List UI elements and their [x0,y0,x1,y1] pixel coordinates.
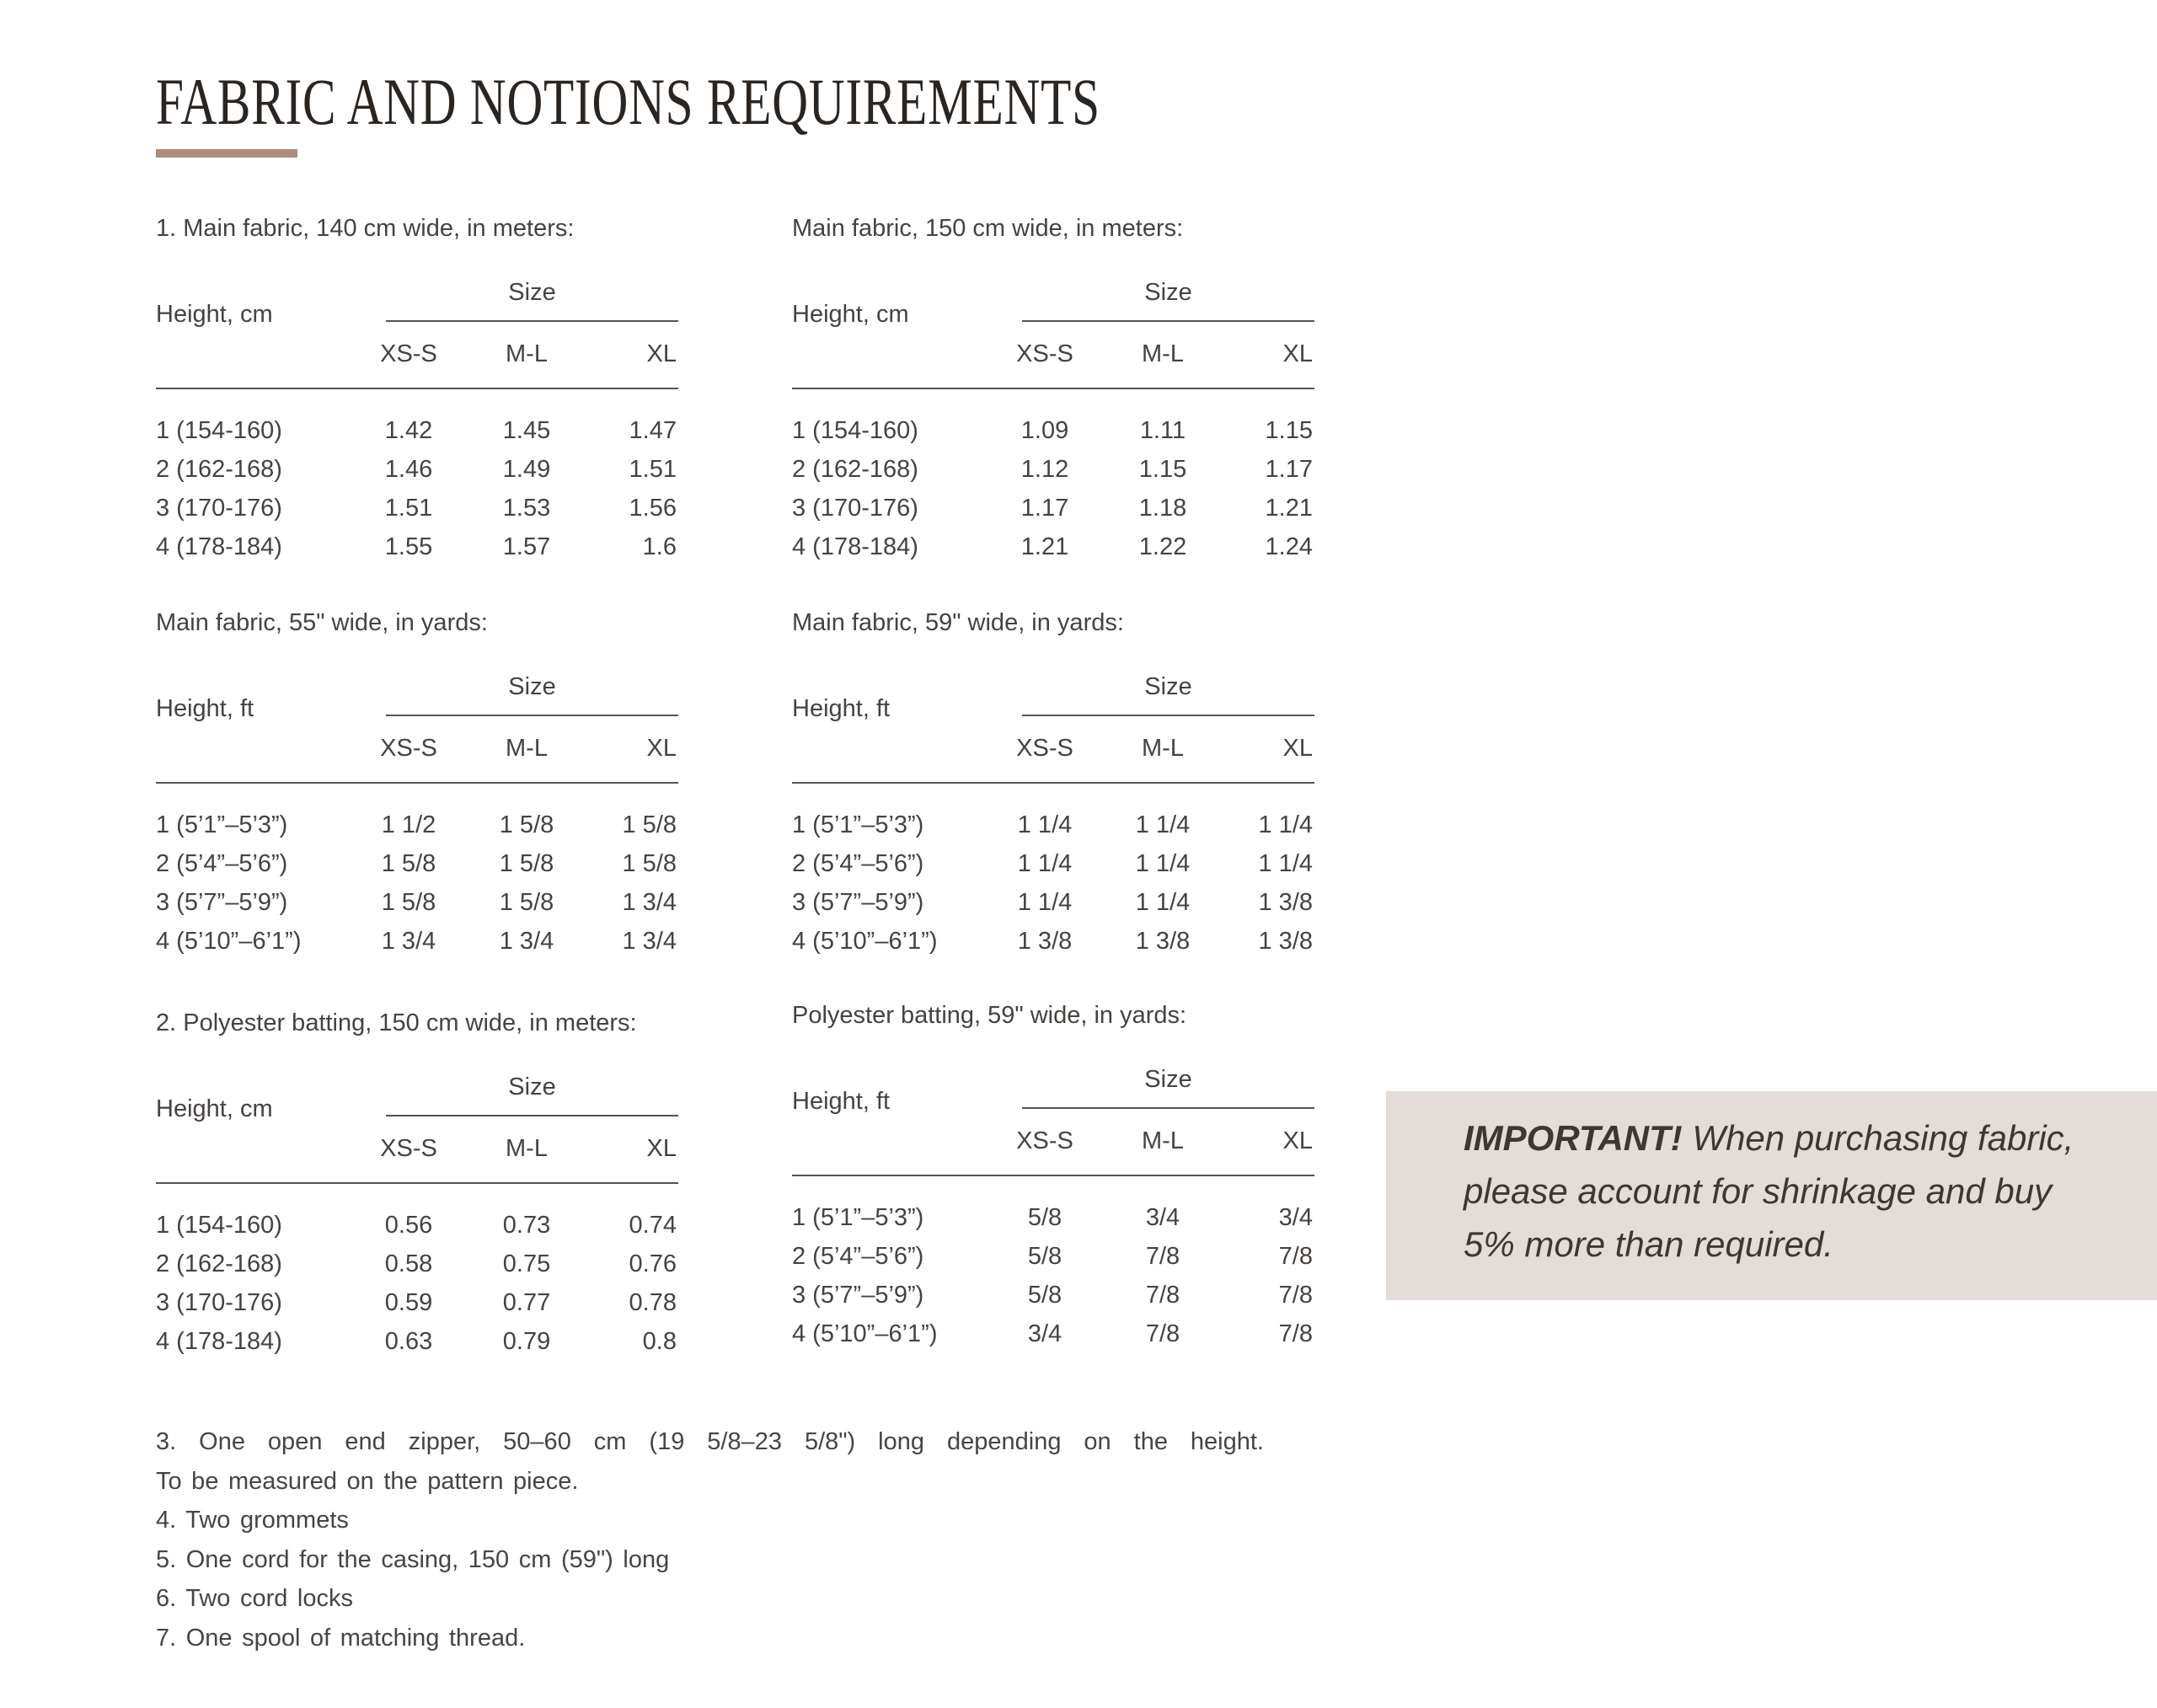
cell-xss: 1.55 [384,533,433,560]
column-headers [156,340,678,368]
notions-item-cord: 5. One cord for the casing, 150 cm (59") long [156,1545,670,1573]
column-header-xss: XS-S [380,340,437,367]
row-height-label: 3 (170-176) [792,495,918,522]
table-main-fabric-140cm-meters [156,212,678,570]
cell-ml: 1 5/8 [499,811,554,838]
table-row [792,1237,1314,1276]
cell-ml: 0.79 [502,1328,551,1355]
column-headers [156,1135,678,1163]
row-height-label: 3 (170-176) [156,495,282,522]
table-row [156,922,678,961]
row-height-label: 4 (178-184) [156,533,282,560]
table-row [792,527,1314,566]
cell-ml: 1 1/4 [1135,811,1191,838]
table-row [792,806,1314,844]
cell-xss: 0.63 [384,1328,433,1355]
row-height-label: 3 (5’7”–5’9”) [792,1282,924,1309]
cell-ml: 1 1/4 [1135,889,1191,916]
cell-xl: 1.24 [1265,533,1313,560]
cell-xss: 1.12 [1020,456,1069,483]
table-row [156,411,678,450]
size-rule [386,715,678,716]
table-main-fabric-150cm-meters [792,212,1314,570]
table-caption: Main fabric, 55" wide, in yards: [156,609,488,636]
table-body [156,1206,678,1361]
cell-xss: 0.56 [384,1212,433,1239]
cell-xl: 1.56 [629,495,677,522]
row-height-label: 3 (5’7”–5’9”) [792,889,924,916]
cell-xss: 1 5/8 [381,889,436,916]
table-row [792,450,1314,489]
height-header: Height, cm [792,301,909,328]
cell-xl: 1.15 [1265,417,1313,444]
cell-xl: 1.51 [629,456,677,483]
table-row [156,527,678,566]
notions-item-zipper-line1: 3. One open end zipper, 50–60 cm (19 5/8–23 5/8") long depending on the height. [156,1428,1264,1455]
cell-xss: 1.46 [384,456,433,483]
cell-xss: 1.09 [1020,417,1069,444]
row-height-label: 2 (162-168) [156,1250,282,1277]
header-rule [792,388,1314,389]
cell-xl: 0.78 [629,1289,677,1316]
size-header: Size [508,279,556,306]
cell-xl: 0.74 [629,1212,677,1239]
cell-ml: 1.49 [502,456,551,483]
cell-xss: 1 3/8 [1017,928,1073,955]
column-headers [792,1127,1314,1155]
cell-xss: 1 5/8 [381,850,436,877]
table-row [156,450,678,489]
cell-ml: 7/8 [1145,1320,1180,1347]
column-header-xl: XL [646,1135,677,1162]
cell-ml: 1 5/8 [499,850,554,877]
row-height-label: 4 (178-184) [156,1328,282,1355]
size-rule [386,1115,678,1116]
cell-ml: 0.75 [502,1250,551,1277]
size-header: Size [1144,1066,1192,1093]
notions-item-thread: 7. One spool of matching thread. [156,1624,526,1652]
cell-xss: 1.21 [1020,533,1069,560]
row-height-label: 3 (170-176) [156,1289,282,1316]
size-header: Size [1144,673,1192,700]
cell-ml: 1.57 [502,533,551,560]
column-header-xl: XL [1282,340,1313,367]
table-caption: Main fabric, 150 cm wide, in meters: [792,215,1184,242]
column-header-xl: XL [1282,735,1313,762]
cell-ml: 7/8 [1145,1243,1180,1270]
size-rule [1022,1107,1314,1109]
cell-ml: 0.77 [502,1289,551,1316]
table-body [792,1198,1314,1353]
cell-xss: 0.59 [384,1289,433,1316]
page-title: FABRIC AND NOTIONS REQUIREMENTS [156,65,1100,138]
row-height-label: 1 (5’1”–5’3”) [156,811,288,838]
header-rule [156,782,678,784]
table-caption: Polyester batting, 59" wide, in yards: [792,1002,1187,1029]
table-row [792,1314,1314,1353]
cell-xl: 7/8 [1278,1282,1313,1309]
column-header-ml: M-L [506,1135,548,1162]
column-header-ml: M-L [506,735,548,762]
row-height-label: 4 (178-184) [792,533,918,560]
table-batting-59in-yards [792,999,1314,1357]
cell-ml: 0.73 [502,1212,551,1239]
row-height-label: 1 (154-160) [156,417,282,444]
column-headers [792,735,1314,763]
table-row [792,411,1314,450]
note-text: When purchasing fabric, [1682,1118,2074,1158]
cell-xss: 1 1/2 [381,811,436,838]
column-header-xss: XS-S [1016,340,1073,367]
table-row [792,489,1314,527]
row-height-label: 1 (154-160) [156,1212,282,1239]
height-header: Height, ft [792,695,891,722]
cell-xl: 1 5/8 [622,811,677,838]
cell-xl: 3/4 [1278,1204,1313,1231]
cell-ml: 1.53 [502,495,551,522]
table-row [156,1322,678,1361]
cell-xss: 5/8 [1027,1282,1062,1309]
column-header-ml: M-L [506,340,548,367]
row-height-label: 4 (5’10”–6’1”) [156,928,302,955]
cell-ml: 1.11 [1139,417,1186,444]
column-header-ml: M-L [1142,340,1184,367]
cell-ml: 1 3/4 [499,928,554,955]
height-header: Height, cm [156,301,273,328]
table-body [792,411,1314,566]
cell-xl: 7/8 [1278,1320,1313,1347]
size-rule [1022,320,1314,322]
table-row [156,1245,678,1283]
table-body [156,411,678,566]
size-rule [1022,715,1314,716]
cell-xl: 7/8 [1278,1243,1313,1270]
table-row [792,883,1314,922]
cell-xl: 1.47 [629,417,677,444]
cell-xl: 1 3/8 [1258,928,1313,955]
row-height-label: 4 (5’10”–6’1”) [792,928,938,955]
height-header: Height, ft [156,695,254,722]
row-height-label: 2 (162-168) [792,456,918,483]
note-line: please account for shrinkage and buy [1464,1171,2053,1211]
note-line: 5% more than required. [1464,1224,1833,1264]
row-height-label: 1 (5’1”–5’3”) [792,811,924,838]
header-rule [156,388,678,389]
table-main-fabric-55in-yards [156,607,678,964]
header-rule [792,782,1314,784]
cell-xss: 3/4 [1027,1320,1062,1347]
table-body [156,806,678,961]
column-header-ml: M-L [1142,735,1184,762]
table-row [792,844,1314,883]
cell-xl: 1.6 [642,533,677,560]
header-rule [156,1182,678,1184]
cell-xl: 1.17 [1265,456,1313,483]
cell-ml: 1.18 [1138,495,1187,522]
column-header-xss: XS-S [1016,1127,1073,1154]
table-row [792,1276,1314,1314]
table-row [792,1198,1314,1237]
cell-xss: 1 1/4 [1017,811,1073,838]
size-header: Size [508,673,556,700]
column-header-xss: XS-S [380,735,437,762]
cell-xss: 1.51 [384,495,433,522]
table-caption: Main fabric, 59" wide, in yards: [792,609,1124,636]
cell-ml: 1 3/8 [1135,928,1191,955]
height-header: Height, cm [156,1095,273,1122]
size-header: Size [1144,279,1192,306]
column-header-xl: XL [646,735,677,762]
notions-list [156,1422,1264,1657]
cell-xss: 1 1/4 [1017,850,1073,877]
cell-xss: 1.42 [384,417,433,444]
cell-ml: 1.22 [1138,533,1187,560]
cell-xss: 5/8 [1027,1243,1062,1270]
cell-ml: 1.45 [502,417,551,444]
row-height-label: 2 (162-168) [156,456,282,483]
row-height-label: 2 (5’4”–5’6”) [792,1243,924,1270]
cell-xss: 1 1/4 [1017,889,1073,916]
cell-xl: 1 5/8 [622,850,677,877]
cell-xss: 1.17 [1020,495,1069,522]
table-row [156,844,678,883]
table-row [156,806,678,844]
row-height-label: 4 (5’10”–6’1”) [792,1320,938,1347]
cell-ml: 7/8 [1145,1282,1180,1309]
table-body [792,806,1314,961]
table-caption: 2. Polyester batting, 150 cm wide, in meters: [156,1009,637,1036]
column-header-xl: XL [646,340,677,367]
table-row [156,489,678,527]
cell-ml: 1.15 [1138,456,1187,483]
table-caption: 1. Main fabric, 140 cm wide, in meters: [156,215,575,242]
row-height-label: 1 (5’1”–5’3”) [792,1204,924,1231]
notions-item-cord-locks: 6. Two cord locks [156,1585,354,1612]
notions-item-grommets: 4. Two grommets [156,1507,349,1534]
table-row [792,922,1314,961]
cell-xss: 0.58 [384,1250,433,1277]
cell-ml: 3/4 [1145,1204,1180,1231]
row-height-label: 2 (5’4”–5’6”) [792,850,924,877]
height-header: Height, ft [792,1088,891,1115]
cell-xl: 1.21 [1265,495,1313,522]
cell-xl: 0.76 [629,1250,677,1277]
note-emphasis: IMPORTANT! [1464,1118,1683,1158]
column-header-ml: M-L [1142,1127,1184,1154]
cell-xl: 1 1/4 [1258,811,1313,838]
table-row [156,1206,678,1245]
cell-xss: 5/8 [1027,1204,1062,1231]
table-main-fabric-59in-yards [792,607,1314,964]
column-header-xss: XS-S [380,1135,437,1162]
cell-ml: 1 1/4 [1135,850,1191,877]
cell-xl: 1 3/8 [1258,889,1313,916]
table-row [156,1283,678,1322]
cell-xl: 1 3/4 [622,928,677,955]
cell-ml: 1 5/8 [499,889,554,916]
row-height-label: 3 (5’7”–5’9”) [156,889,288,916]
table-batting-150cm-meters [156,1007,678,1364]
note-line [1464,1111,2123,1165]
column-header-xss: XS-S [1016,735,1073,762]
column-header-xl: XL [1282,1127,1313,1154]
cell-xl: 1 3/4 [622,889,677,916]
size-rule [386,320,678,322]
title-accent-bar [156,149,297,158]
column-headers [792,340,1314,368]
cell-xl: 0.8 [642,1328,677,1355]
table-row [156,883,678,922]
notions-item-zipper-line2: To be measured on the pattern piece. [156,1467,579,1495]
header-rule [792,1175,1314,1176]
cell-xl: 1 1/4 [1258,850,1313,877]
size-header: Size [508,1074,556,1100]
row-height-label: 1 (154-160) [792,417,918,444]
cell-xss: 1 3/4 [381,928,436,955]
important-note [1386,1091,2157,1300]
column-headers [156,735,678,763]
row-height-label: 2 (5’4”–5’6”) [156,850,288,877]
